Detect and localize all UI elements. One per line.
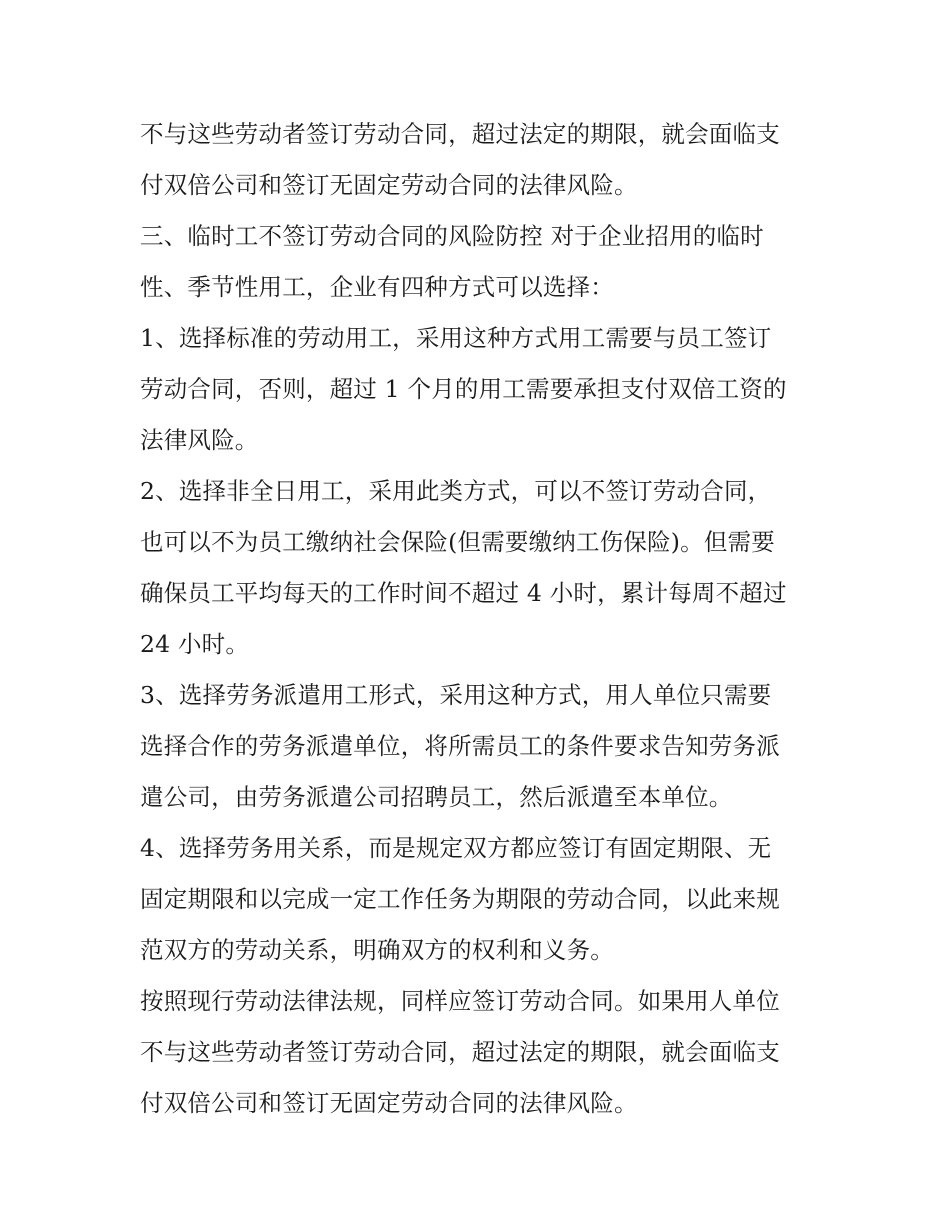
text-line: 遣公司，由劳务派遣公司招聘员工，然后派遣至本单位。 xyxy=(140,783,733,811)
text-line: 24 小时。 xyxy=(140,630,250,658)
document-body xyxy=(140,109,812,1129)
text-line: 选择合作的劳务派遣单位，将所需员工的条件要求告知劳务派 xyxy=(140,732,780,760)
text-line: 不与这些劳动者签订劳动合同，超过法定的期限，就会面临支 xyxy=(140,120,780,148)
section-heading-line: 三、临时工不签订劳动合同的风险防控 对于企业招用的临时 xyxy=(140,222,764,250)
text-line: 固定期限和以完成一定工作任务为期限的劳动合同，以此来规 xyxy=(140,885,780,913)
text-line: 不与这些劳动者签订劳动合同，超过法定的期限，就会面临支 xyxy=(140,1038,780,1066)
list-item-4-line: 4、选择劳务用关系，而是规定双方都应签订有固定期限、无 xyxy=(140,834,772,862)
list-item-1-line: 1、选择标准的劳动用工，采用这种方式用工需要与员工签订 xyxy=(140,324,772,352)
paragraph-line: 按照现行劳动法律法规，同样应签订劳动合同。如果用人单位 xyxy=(140,987,780,1015)
text-line: 也可以不为员工缴纳社会保险(但需要缴纳工伤保险)。但需要 xyxy=(140,528,775,556)
text-line: 劳动合同，否则，超过 1 个月的用工需要承担支付双倍工资的 xyxy=(140,375,787,403)
text-line: 法律风险。 xyxy=(140,426,259,454)
list-item-3-line: 3、选择劳务派遣用工形式，采用这种方式，用人单位只需要 xyxy=(140,681,772,709)
list-item-2-line: 2、选择非全日用工，采用此类方式，可以不签订劳动合同， xyxy=(140,477,772,505)
text-line: 付双倍公司和签订无固定劳动合同的法律风险。 xyxy=(140,171,638,199)
text-line: 付双倍公司和签订无固定劳动合同的法律风险。 xyxy=(140,1089,638,1117)
text-line: 范双方的劳动关系，明确双方的权利和义务。 xyxy=(140,936,614,964)
text-line: 确保员工平均每天的工作时间不超过 4 小时，累计每周不超过 xyxy=(140,579,787,607)
text-line: 性、季节性用工，企业有四种方式可以选择： xyxy=(140,273,614,301)
